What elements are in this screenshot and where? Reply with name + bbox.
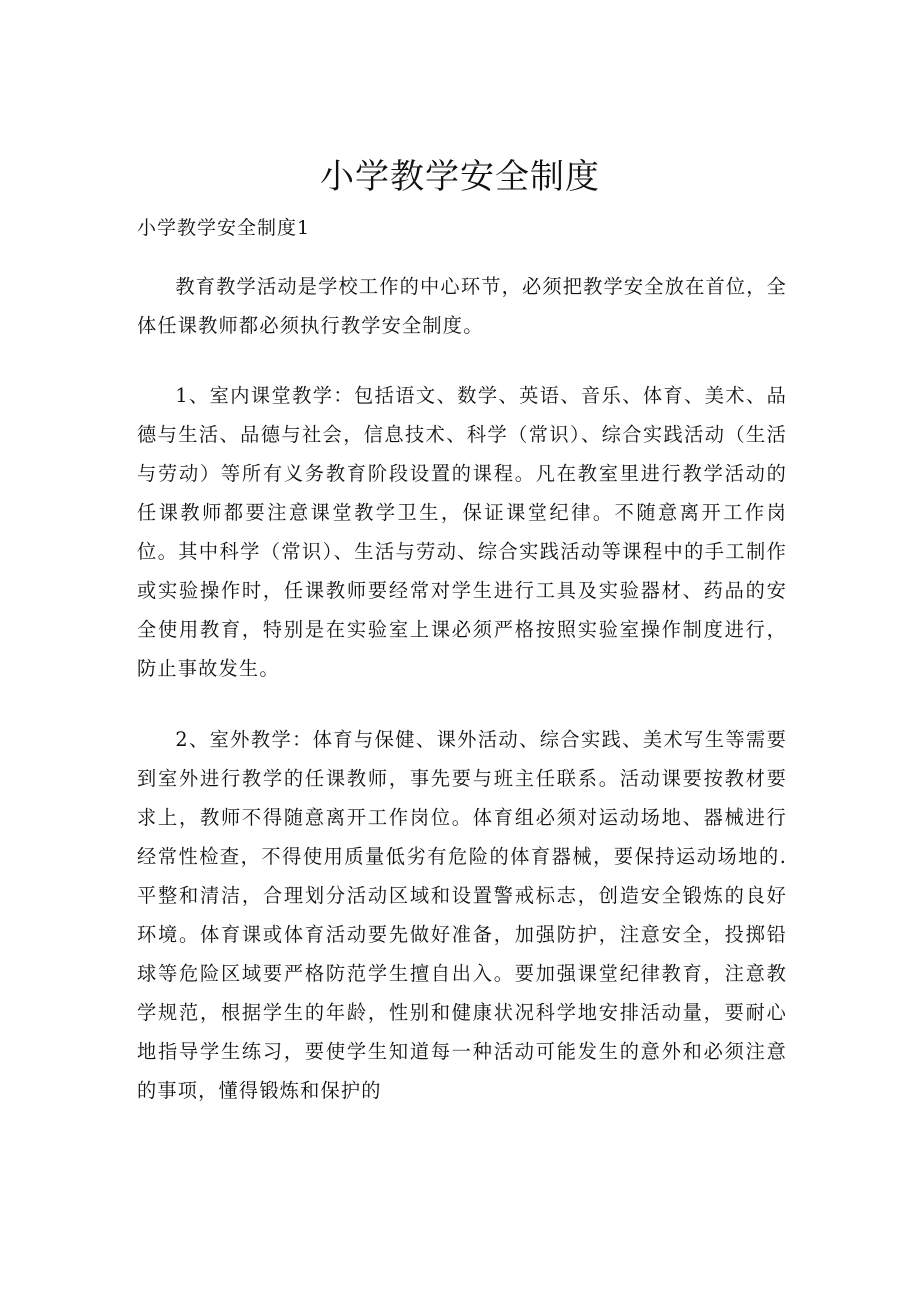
paragraph-intro: 教育教学活动是学校工作的中心环节，必须把教学安全放在首位，全体任课教师都必须执行教学安全制度。 — [137, 275, 788, 337]
section-heading: 小学教学安全制度1 — [137, 217, 311, 239]
paragraph-outdoor-teaching: 2、室外教学：体育与保健、课外活动、综合实践、美术写生等需要到室外进行教学的任课教师，事先要与班主任联系。活动课要按教材要求上，教师不得随意离开工作岗位。体育组必须对运动场地、器械进行经常性检查，不得使用质量低劣有危险的体育器械，要保持运动场地的.平整和清洁，合理划分活动区域和设置警戒标志，创造安全锻炼的良好环境。体育课或体育活动要先做好准备，加强防护，注意安全，投掷铅球等危险区域要严格防范学生擅自出入。要加强课堂纪律教育，注意教学规范，根据学生的年龄，性别和健康状况科学地安排活动量，要耐心地指导学生练习，要使学生知道每一种活动可能发生的意外和必须注意的事项，懂得锻炼和保护的 — [137, 728, 787, 1102]
document-title: 小学教学安全制度 — [320, 157, 600, 197]
paragraph-indoor-teaching: 1、室内课堂教学：包括语文、数学、英语、音乐、体育、美术、品德与生活、品德与社会，信息技术、科学（常识）、综合实践活动（生活与劳动）等所有义务教育阶段设置的课程。凡在教室里进行教学活动的任课教师都要注意课堂教学卫生，保证课堂纪律。不随意离开工作岗位。其中科学（常识）、生活与劳动、综合实践活动等课程中的手工制作或实验操作时，任课教师要经常对学生进行工具及实验器材、药品的安全使用教育，特别是在实验室上课必须严格按照实验室操作制度进行，防止事故发生。 — [137, 384, 787, 680]
